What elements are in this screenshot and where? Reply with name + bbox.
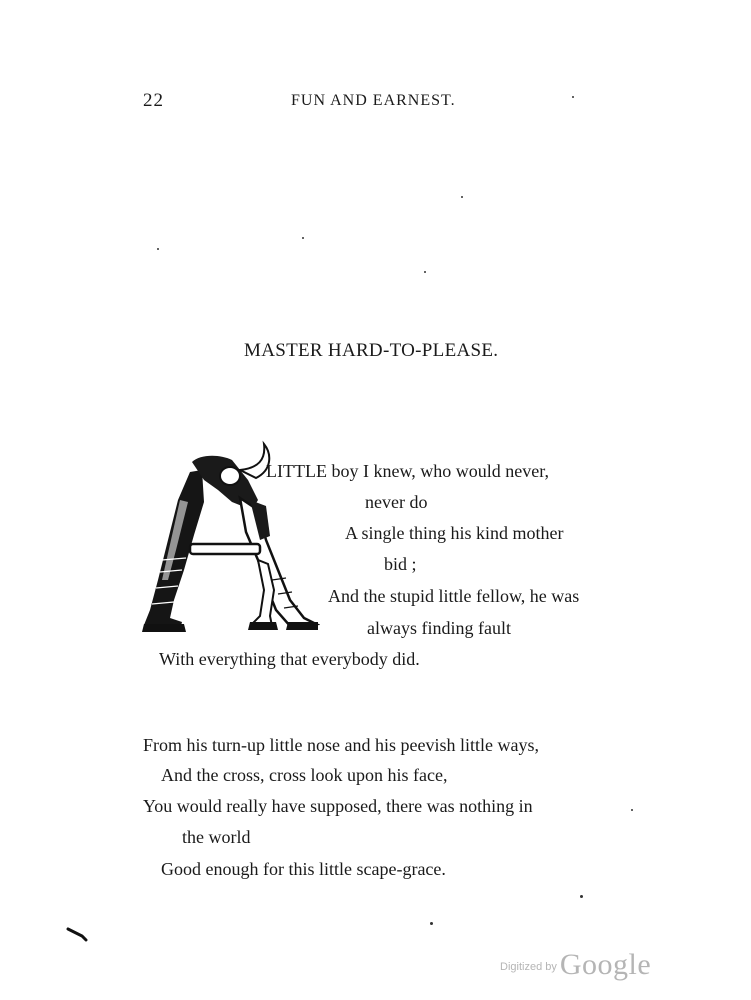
poem-line: From his turn-up little nose and his peevish little ways, [143,735,539,755]
poem-line: always finding fault [367,618,511,638]
scan-mark [66,926,88,942]
watermark-prefix: Digitized by [500,961,557,973]
page-number: 22 [143,90,164,111]
running-title: FUN AND EARNEST. [291,92,456,109]
poem-line: the world [182,827,251,847]
poem-line: A single thing his kind mother [345,523,564,543]
scan-speck [302,237,304,239]
scan-speck [157,248,159,250]
poem-line: And the stupid little fellow, he was [328,586,580,606]
poem-line: With everything that everybody did. [159,649,420,669]
google-logo: Google [559,948,652,981]
digitized-by-google-watermark [500,948,651,982]
scan-speck [424,271,426,273]
scan-speck [461,196,463,198]
poem-line: Good enough for this little scape-grace. [161,859,446,879]
poem-line: You would really have supposed, there was nothing in [143,796,533,816]
poem-line: And the cross, cross look upon his face, [161,765,448,785]
poem-line: bid ; [384,554,417,574]
poem-line: LITTLE boy I knew, who would never, [266,461,550,481]
scan-speck [430,922,433,925]
poem-title: MASTER HARD-TO-PLEASE. [244,340,499,361]
poem-line: never do [365,492,428,512]
scan-speck [572,96,574,98]
scan-speck [631,809,633,811]
scan-speck [580,895,583,898]
